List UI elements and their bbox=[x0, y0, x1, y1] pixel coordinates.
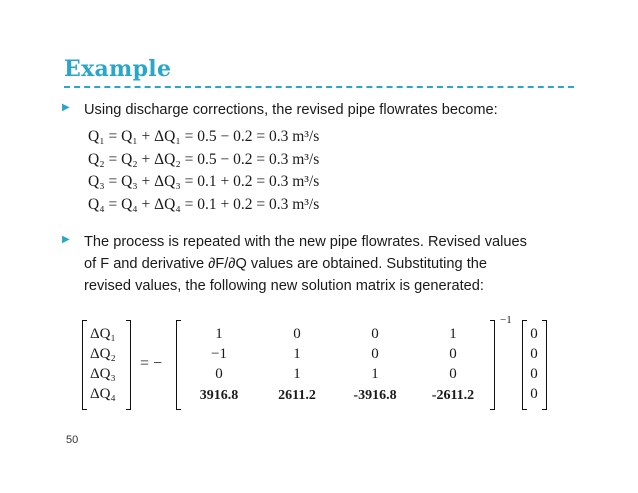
matrix-cell: -2611.2 bbox=[431, 388, 475, 403]
bullet-text: Using discharge corrections, the revised pipe flowrates become: bbox=[84, 102, 498, 118]
inverse-exponent: −1 bbox=[500, 314, 512, 326]
rhs-entry: 0 bbox=[530, 326, 538, 342]
matrix-cell: 1 bbox=[293, 366, 301, 382]
matrix-cell: −1 bbox=[211, 346, 227, 362]
bullet-item-1 bbox=[62, 99, 498, 121]
title-divider bbox=[64, 86, 574, 88]
lhs-entry: ΔQ₃ bbox=[90, 366, 116, 382]
matrix-cell: 1 bbox=[449, 326, 457, 342]
equation-line: Q₁ = Q₁ + ΔQ₁ = 0.5 − 0.2 = 0.3 m³/s bbox=[88, 128, 320, 145]
matrix-cell: -3916.8 bbox=[353, 388, 397, 403]
matrix-cell: 0 bbox=[293, 326, 301, 342]
equation-line: Q₄ = Q₄ + ΔQ₄ = 0.1 + 0.2 = 0.3 m³/s bbox=[88, 195, 320, 213]
lhs-entry: ΔQ₂ bbox=[90, 346, 116, 362]
bullet-line: of F and derivative ∂F/∂Q values are obtained. Substituting the bbox=[84, 256, 488, 272]
triangle-bullet-icon: ▶ bbox=[62, 102, 70, 113]
right-bracket bbox=[490, 320, 495, 410]
slide-title: Example bbox=[64, 56, 172, 82]
matrix-cell: 2611.2 bbox=[278, 388, 316, 403]
matrix-cell: 1 bbox=[293, 346, 301, 362]
matrix-cell: 0 bbox=[449, 346, 457, 362]
matrix-cell: 0 bbox=[449, 366, 457, 382]
left-bracket bbox=[176, 320, 181, 410]
equation-line: Q₂ = Q₂ + ΔQ₂ = 0.5 − 0.2 = 0.3 m³/s bbox=[88, 150, 320, 168]
equation-line: Q₃ = Q₃ + ΔQ₃ = 0.1 + 0.2 = 0.3 m³/s bbox=[88, 173, 320, 190]
matrix-cell: 0 bbox=[215, 366, 223, 382]
right-bracket bbox=[126, 320, 131, 410]
matrix-cell: 0 bbox=[371, 326, 379, 342]
rhs-entry: 0 bbox=[530, 386, 538, 402]
equation-block bbox=[88, 126, 319, 216]
triangle-bullet-icon: ▶ bbox=[62, 234, 70, 245]
lhs-entry: ΔQ₁ bbox=[90, 326, 116, 342]
right-bracket bbox=[542, 320, 547, 410]
page-number: 50 bbox=[66, 434, 79, 446]
lhs-entry: ΔQ₄ bbox=[90, 386, 116, 402]
matrix-cell: 1 bbox=[371, 366, 379, 382]
bullet-line: revised values, the following new solution matrix is generated: bbox=[84, 278, 484, 294]
bullet-item-2 bbox=[62, 231, 527, 297]
left-bracket bbox=[82, 320, 87, 410]
rhs-entry: 0 bbox=[530, 346, 538, 362]
matrix-equation bbox=[82, 314, 552, 412]
bullet-text bbox=[84, 231, 527, 297]
matrix-cell: 3916.8 bbox=[199, 388, 239, 403]
equals-minus: = − bbox=[140, 355, 163, 372]
bullet-line: The process is repeated with the new pipe flowrates. Revised values bbox=[84, 234, 527, 250]
matrix-cell: 1 bbox=[215, 326, 223, 342]
matrix-cell: 0 bbox=[371, 346, 379, 362]
rhs-entry: 0 bbox=[530, 366, 538, 382]
